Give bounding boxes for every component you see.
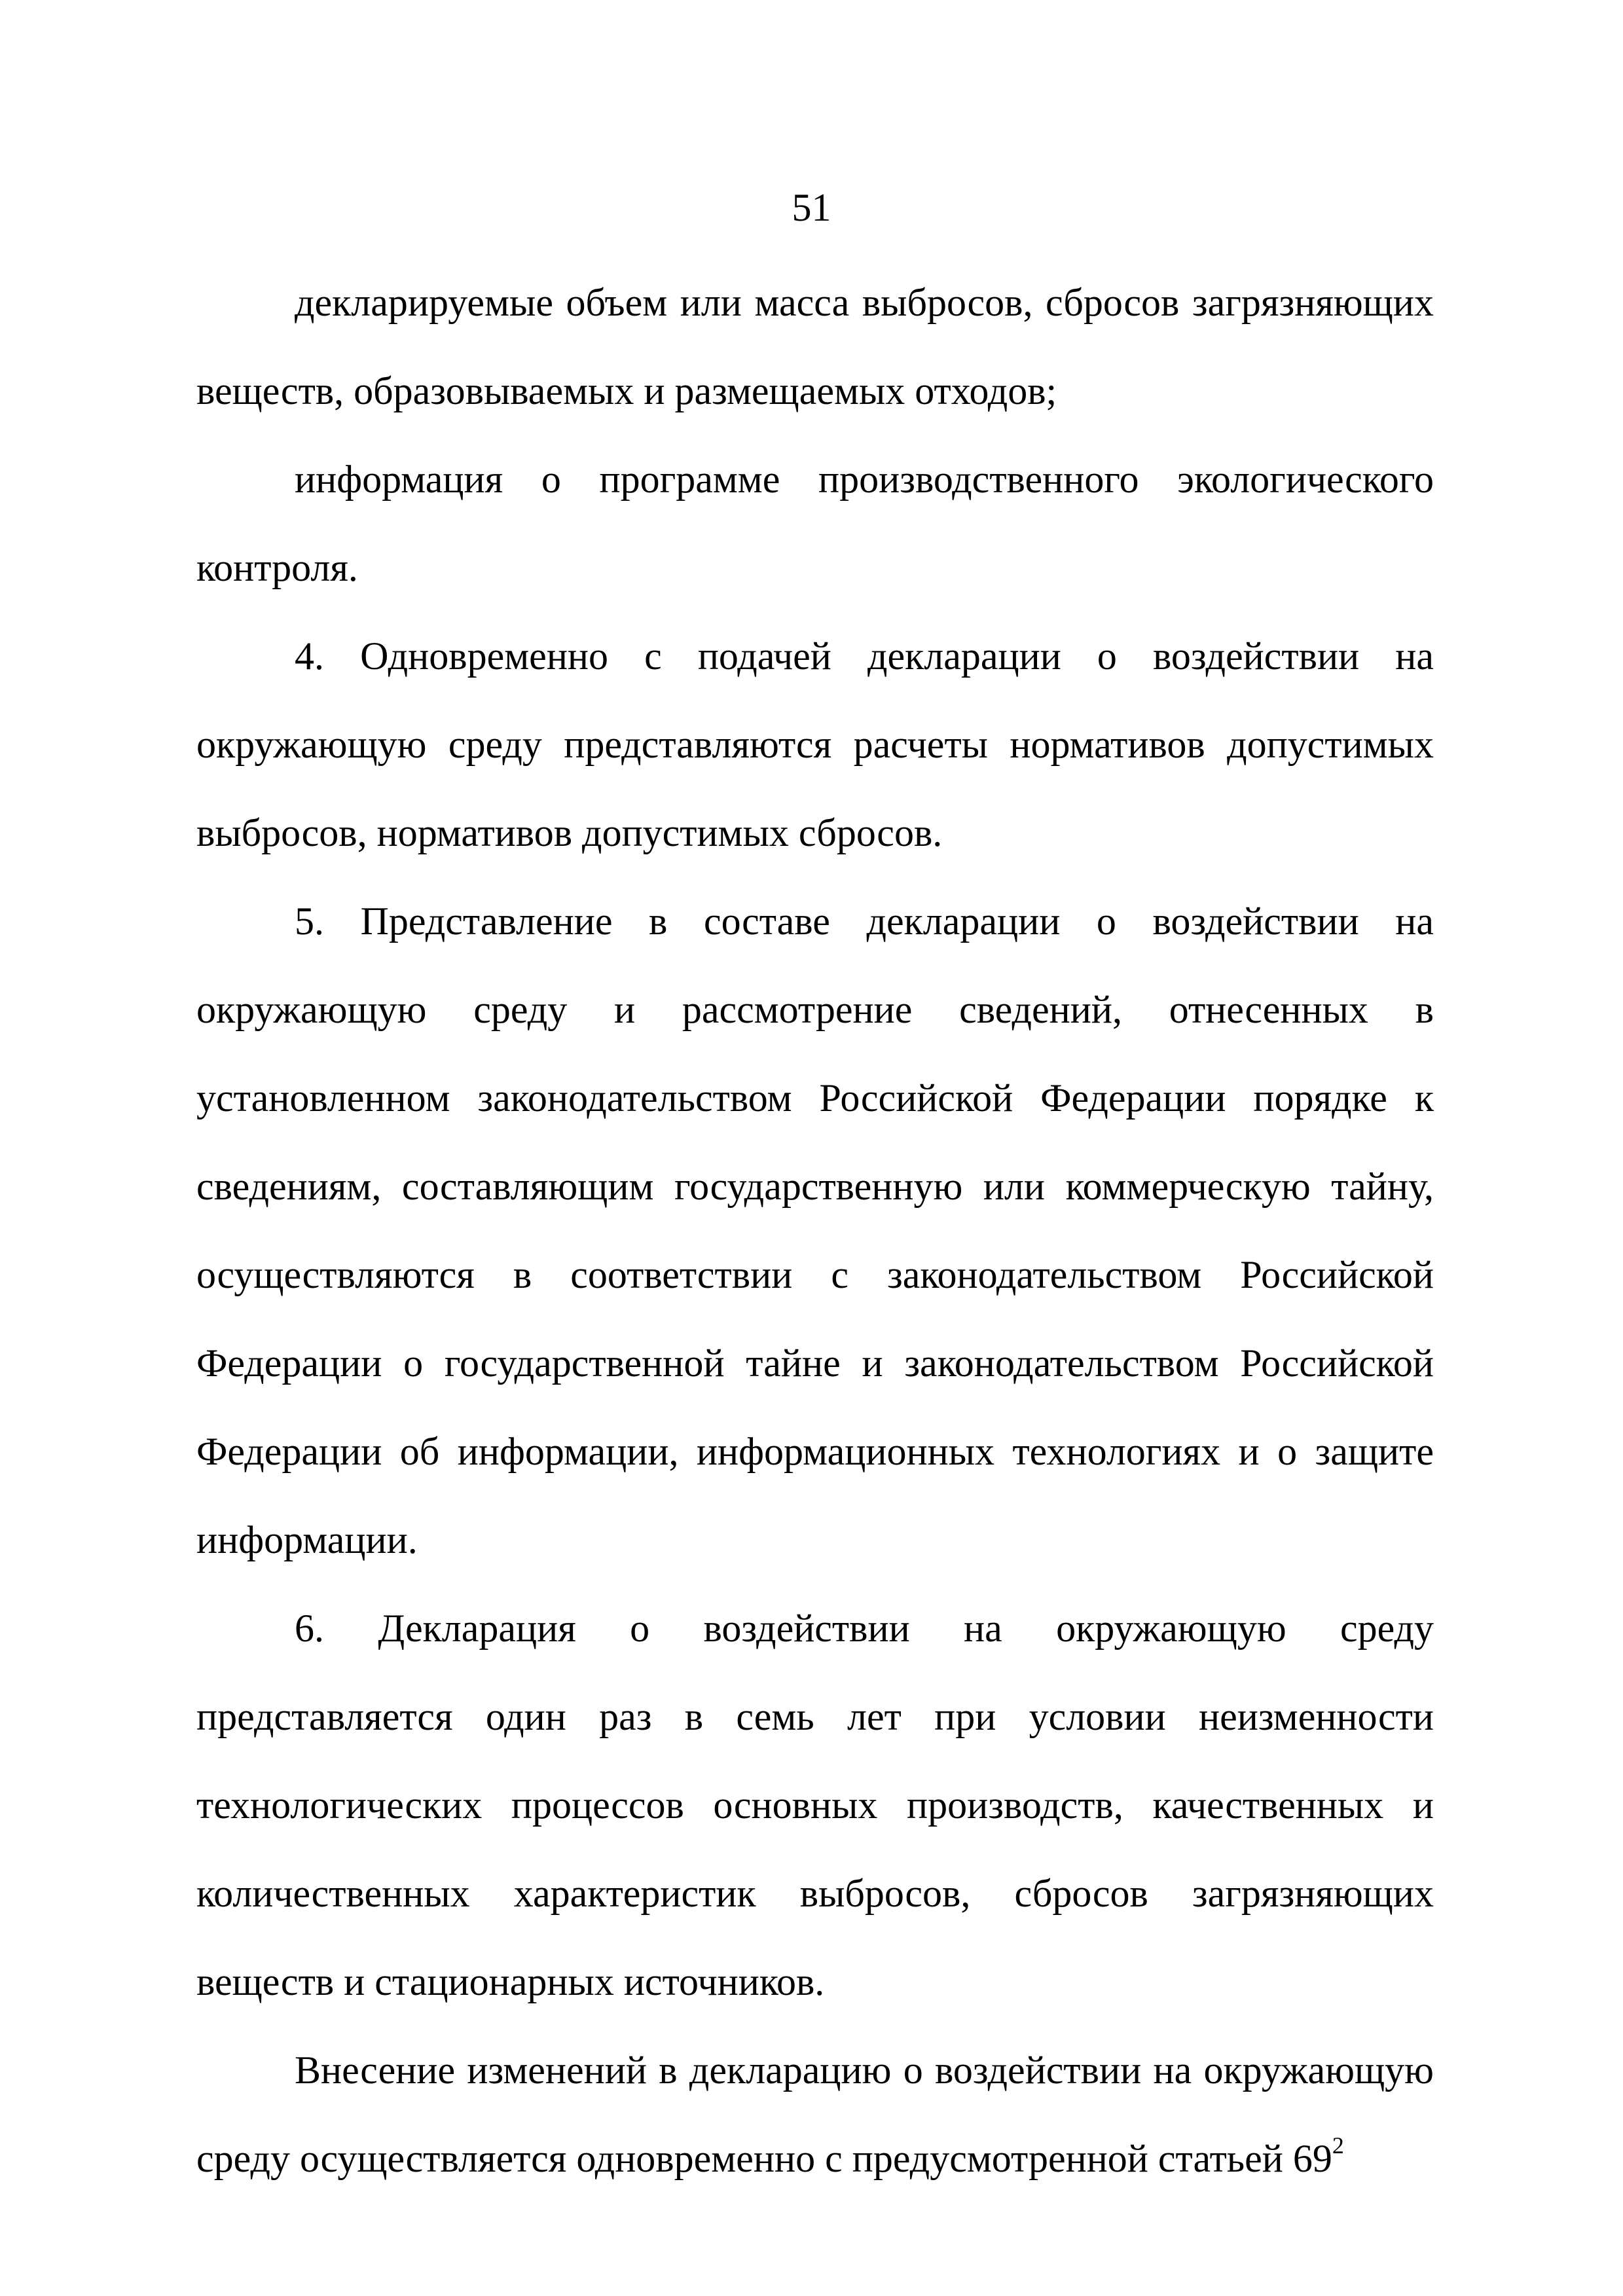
- paragraph-control-program: информация о программе производственного экологического контроля.: [196, 458, 1434, 589]
- paragraph-declared-volume: декларируемые объем или масса выбросов, сбросов загрязняющих веществ, образовываемых и размещаемых отходов;: [196, 281, 1434, 412]
- paragraph-item-4: 4. Одновременно с подачей декларации о воздействии на окружающую среду представляются расчеты нормативов допустимых выбросов, нормативов допустимых сбросов.: [196, 634, 1434, 854]
- paragraph-amendments: [196, 2026, 1434, 2203]
- article-superscript: 2: [1332, 2132, 1344, 2159]
- paragraph-amendments-text: Внесение изменений в декларацию о воздействии на окружающую среду осуществляется одновременно с предусмотренной статьей 69: [196, 2049, 1434, 2180]
- page-number: 51: [792, 186, 831, 229]
- document-body: [196, 259, 1434, 2203]
- paragraph-item-5: 5. Представление в составе декларации о воздействии на окружающую среду и рассмотрение сведений, отнесенных в установленном законодательством Российской Федерации порядке к сведениям, составляющим государственную или коммерческую тайну, осуществляются в соответствии с законодательством Российской Федерации о государственной тайне и законодательством Российской Федерации об информации, информационных технологиях и о защите информации.: [196, 900, 1434, 1561]
- paragraph-item-6: 6. Декларация о воздействии на окружающую среду представляется один раз в семь лет при условии неизменности технологических процессов основных производств, качественных и количественных характеристик выбросов, сбросов загрязняющих веществ и стационарных источников.: [196, 1607, 1434, 2003]
